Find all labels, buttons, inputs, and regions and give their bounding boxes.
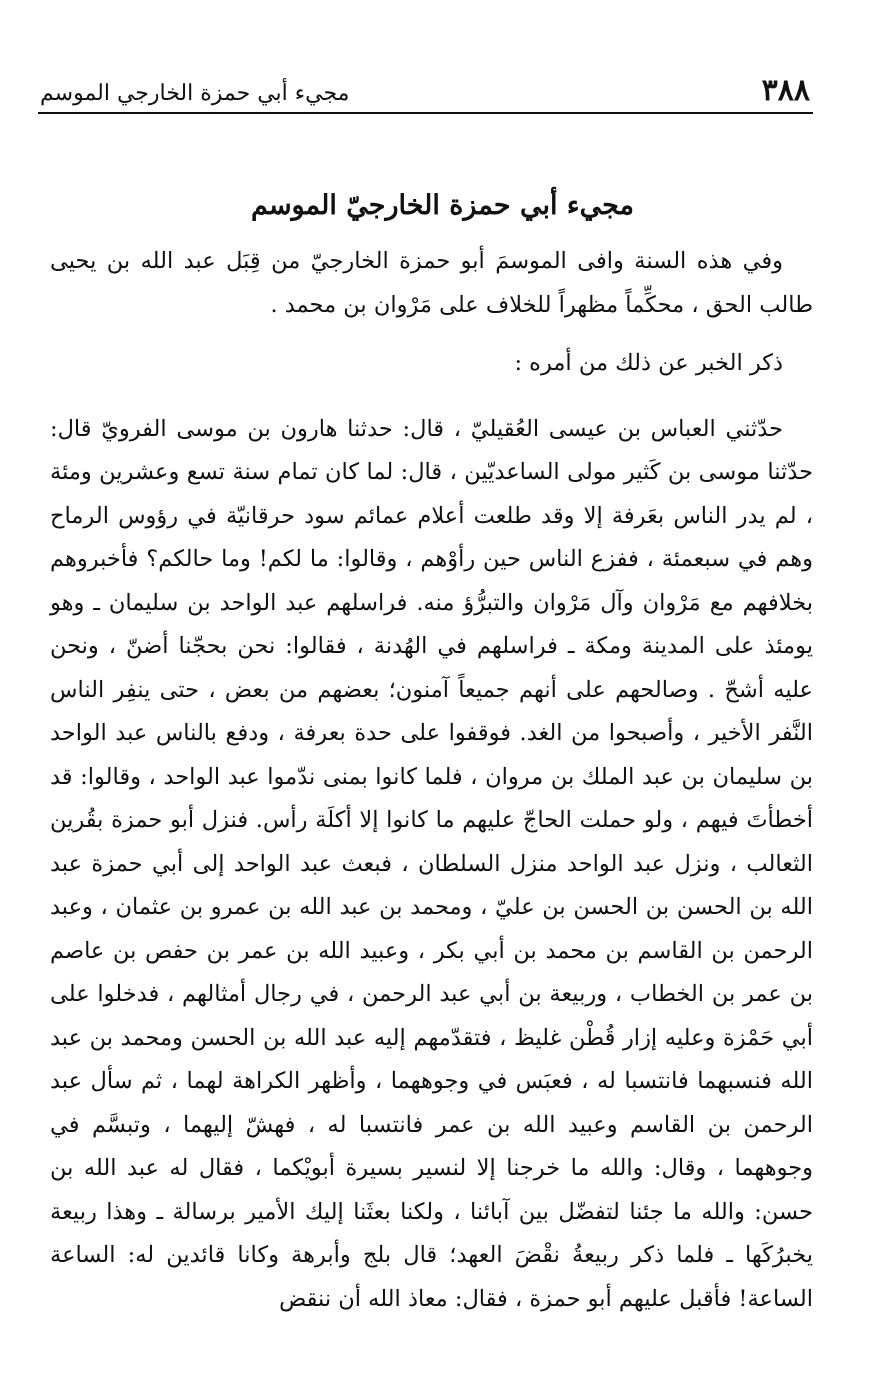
paragraph-narration: حدّثني العباس بن عيسى العُقيليّ ، قال: حدثنا هارون بن موسى الفرويّ قال: حدّثنا موسى بن كَثير مولى الساعديّين ، قال: لما كان تمام سنة تسع وعشرين ومئة ، لم يدر الناس بعَرفة إلا وقد طلعت أعلام عمائم سود حرقانيّة في رؤوس الرماح وهم في سبعمئة ، ففزع الناس حين رأوْهم ، وقالوا: ما لكم! وما حالكم؟ فأخبروهم بخلافهم مع مَرْوان وآل مَرْوان والتبرُّؤ منه. فراسلهم عبد الواحد بن سليمان ـ وهو يومئذ على المدينة ومكة ـ فراسلهم في الهُدنة ، فقالوا: نحن بحجّنا أضنّ ، ونحن عليه أشحّ . وصالحهم على أنهم جميعاً آمنون؛ بعضهم من بعض ، حتى ينفِر الناس النَّفر الأخير ، وأصبحوا من الغد. فوقفوا على حدة بعرفة ، ودفع بالناس عبد الواحد بن سليمان بن عبد الملك بن مروان ، فلما كانوا بمنى ندّموا عبد الواحد ، وقالوا: قد أخطأتَ فيهم ، ولو حملت الحاجّ عليهم ما كانوا إلا أكلَة رأس. فنزل أبو حمزة بقُرين الثعالب ، ونزل عبد الواحد منزل السلطان ، فبعث عبد الواحد إلى أبي حمزة عبد الله بن الحسن بن الحسن بن عليّ ، ومحمد بن عبد الله بن عمرو بن عثمان ، وعبد الرحمن بن القاسم بن محمد بن أبي بكر ، وعبيد الله بن عمر بن حفص بن عاصم بن عمر بن الخطاب ، وربيعة بن أبي عبد الرحمن ، في رجال أمثالهم ، فدخلوا على أبي حَمْزة وعليه إزار قُطْن غليظ ، فتقدّمهم إليه عبد الله بن الحسن ومحمد بن عبد الله فنسبهما فانتسبا له ، فعبَس في وجوههما ، وأظهر الكراهة لهما ، ثم سأل عبد الرحمن بن القاسم وعبيد الله بن عمر فانتسبا له ، فهشّ إليهما ، وتبسَّم في وجوههما ، وقال: والله ما خرجنا إلا لنسير بسيرة أبويْكما ، فقال له عبد الله بن حسن: والله ما جئنا لتفضّل بين آبائنا ، ولكنا بعثَنا إليك الأمير برسالة ـ وهذا ربيعة يخبرُكَها ـ فلما ذكر ربيعةُ نقْضَ العهد؛ قال بلج وأبرهة وكانا قائدين له: الساعة الساعة! فأقبل عليهم أبو حمزة ، فقال: معاذ الله أن ننقض bbox=[50, 415, 813, 1312]
running-title: مجيء أبي حمزة الخارجي الموسم bbox=[40, 81, 350, 106]
paragraph-heading: ذكر الخبر عن ذلك من أمره : bbox=[514, 350, 783, 376]
page-header bbox=[40, 70, 810, 110]
paragraph-intro: وفي هذه السنة وافى الموسمَ أبو حمزة الخارجيّ من قِبَل عبد الله بن يحيى طالب الحق ، محكِّماً مظهراً للخلاف على مَرْوان بن محمد . bbox=[50, 248, 813, 318]
page-number: ٣٨٨ bbox=[761, 73, 810, 108]
chapter-title: مجيء أبي حمزة الخارجيّ الموسم bbox=[250, 190, 635, 221]
header-rule bbox=[38, 112, 813, 114]
body-text bbox=[50, 240, 813, 1321]
